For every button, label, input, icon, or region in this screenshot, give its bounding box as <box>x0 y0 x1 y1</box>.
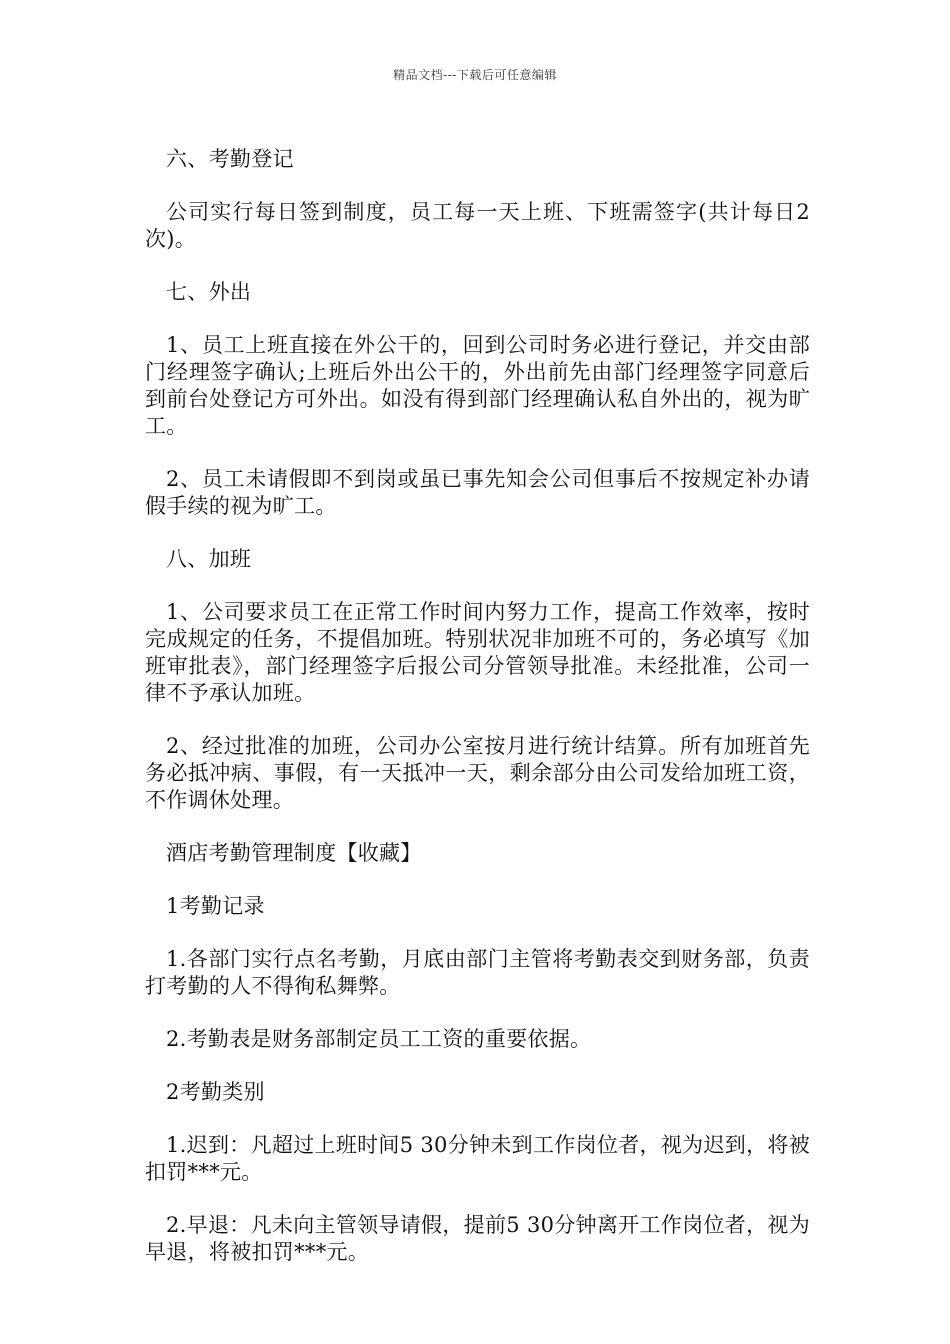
document-body <box>145 146 810 1292</box>
page-header: 精品文档---下载后可任意编辑 <box>393 68 557 82</box>
subsection-heading-attendance-categories: 2考勤类别 <box>166 1080 265 1104</box>
paragraph-going-out-rule-1: 1、员工上班直接在外公干的，回到公司时务必进行登记，并交由部门经理签字确认;上班后外出公干的，外出前先由部门经理签字同意后到前台处登记方可外出。如没有得到部门经理确认私自外出的，视为旷工。 <box>145 333 810 438</box>
paragraph-overtime-rule-1: 1、公司要求员工在正常工作时间内努力工作，提高工作效率，按时完成规定的任务，不提倡加班。特别状况非加班不可的，务必填写《加班审批表》，部门经理签字后报公司分管领导批准。未经批准，公司一律不予承认加班。 <box>145 600 810 705</box>
section-heading-attendance-register: 六、考勤登记 <box>166 147 294 171</box>
paragraph-going-out-rule-2: 2、员工未请假即不到岗或虽已事先知会公司但事后不按规定补办请假手续的视为旷工。 <box>145 467 810 518</box>
paragraph-sign-in-rule: 公司实行每日签到制度，员工每一天上班、下班需签字(共计每日2次)。 <box>145 200 810 251</box>
paragraph-overtime-rule-2: 2、经过批准的加班，公司办公室按月进行统计结算。所有加班首先务必抵冲病、事假，有一天抵冲一天，剩余部分由公司发给加班工资，不作调休处理。 <box>145 734 810 812</box>
section-heading-going-out: 七、外出 <box>166 280 252 304</box>
paragraph-late-rule: 1.迟到：凡超过上班时间5 30分钟未到工作岗位者，视为迟到，将被扣罚***元。 <box>145 1133 810 1184</box>
paragraph-record-rule-1: 1.各部门实行点名考勤，月底由部门主管将考勤表交到财务部，负责打考勤的人不得徇私舞弊。 <box>145 947 810 998</box>
section-heading-hotel-attendance: 酒店考勤管理制度【收藏】 <box>166 841 422 865</box>
paragraph-record-rule-2: 2.考勤表是财务部制定员工工资的重要依据。 <box>166 1027 592 1051</box>
section-heading-overtime: 八、加班 <box>166 547 252 571</box>
paragraph-early-leave-rule: 2.早退：凡未向主管领导请假，提前5 30分钟离开工作岗位者，视为早退，将被扣罚***元。 <box>145 1213 810 1264</box>
subsection-heading-attendance-record: 1考勤记录 <box>166 894 265 918</box>
